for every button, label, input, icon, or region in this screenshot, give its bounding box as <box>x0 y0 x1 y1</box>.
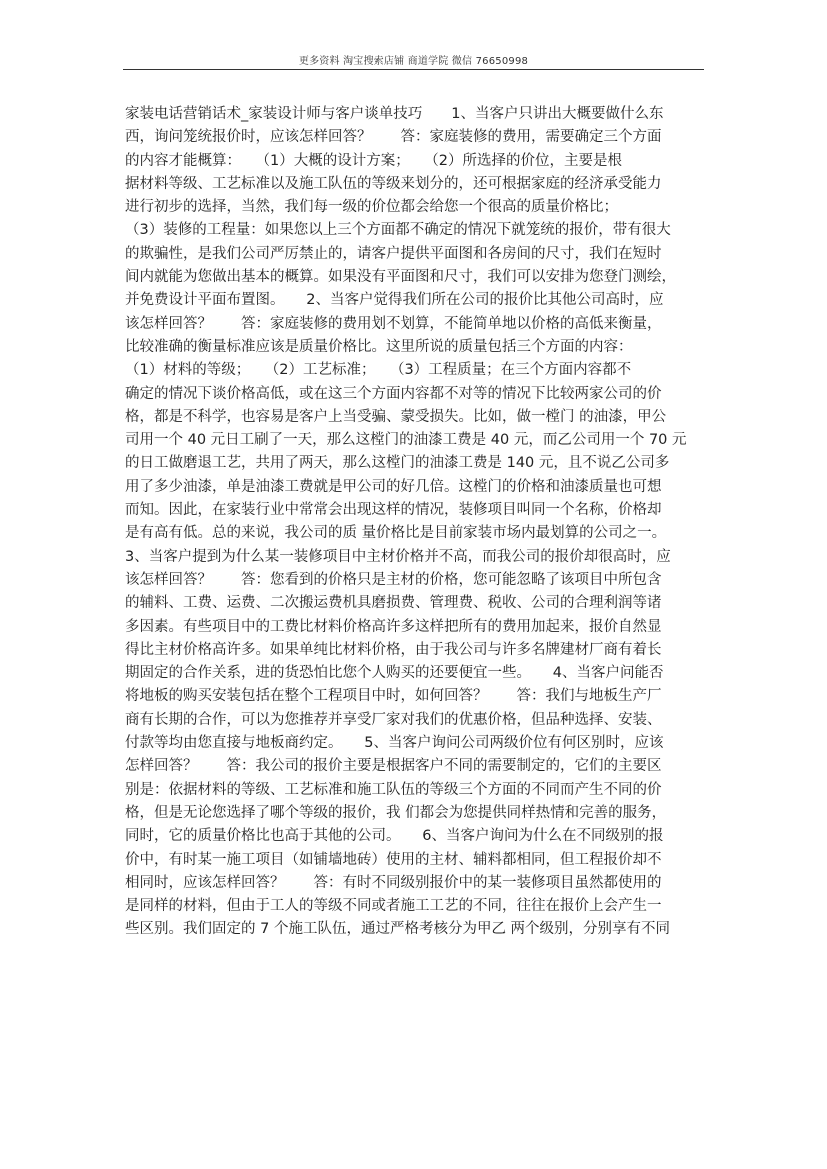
body-text-line: 将地板的购买安装包括在整个工程项目中时，如何回答？ 答：我们与地板生产厂 <box>125 688 662 705</box>
body-text-line: 用了多少油漆，单是油漆工费就是甲公司的好几倍。这樘门的价格和油漆质量也可想 <box>125 478 662 495</box>
body-text-line: 的内容才能概算： （1）大概的设计方案； （2）所选择的价位，主要是根 <box>125 152 622 169</box>
body-text-line: 确定的情况下谈价格高低，或在这三个方面内容都不对等的情况下比较两家公司的价 <box>125 385 662 402</box>
body-text-line: 的辅料、工费、运费、二次搬运费机具磨损费、管理费、税收、公司的合理利润等诸 <box>125 595 662 612</box>
body-text-line: 付款等均由您直接与地板商约定。 5、当客户询问公司两级价位有何区别时，应该 <box>125 735 664 752</box>
body-text-line: 司用一个 40 元日工刷了一天，那么这樘门的油漆工费是 40 元，而乙公司用一个 70 元 <box>125 432 687 449</box>
body-text-line: 该怎样回答？ 答：您看到的价格只是主材的价格，您可能忽略了该项目中所包含 <box>125 571 662 588</box>
body-text-line: （3）装修的工程量：如果您以上三个方面都不确定的情况下就笼统的报价，带有很大 <box>125 222 671 239</box>
document-body <box>125 103 703 942</box>
body-text-line: 商有长期的合作，可以为您推荐并享受厂家对我们的优惠价格，但品种选择、安装、 <box>125 711 662 728</box>
body-text-line: 多因素。有些项目中的工费比材料价格高许多这样把所有的费用加起来，报价自然显 <box>125 618 662 635</box>
body-text-line: 该怎样回答？ 答：家庭装修的费用划不划算，不能简单地以价格的高低来衡量， <box>125 315 662 332</box>
body-text-line: （1）材料的等级； （2）工艺标准； （3）工程质量；在三个方面内容都不 <box>125 362 632 379</box>
body-text-line: 期固定的合作关系，进的货恐怕比您个人购买的还要便宜一些。 4、当客户问能否 <box>125 665 664 682</box>
body-text-line: 比较准确的衡量标准应该是质量价格比。这里所说的质量包括三个方面的内容： <box>125 338 633 355</box>
body-text-line: 格，都是不科学，也容易是客户上当受骗、蒙受损失。比如，做一樘门 的油漆，甲公 <box>125 408 667 425</box>
body-text-line: 进行初步的选择，当然，我们每一级的价位都会给您一个很高的质量价格比； <box>125 199 618 216</box>
body-text-line: 间内就能为您做出基本的概算。如果没有平面图和尺寸，我们可以安排为您登门测绘， <box>125 269 676 286</box>
page-header: 更多资料 淘宝搜索店铺 商道学院 微信 76650998 <box>298 56 529 67</box>
header-divider <box>123 69 704 70</box>
body-text-line: 别是：依据材料的等级、工艺标准和施工队伍的等级三个方面的不同而产生不同的价 <box>125 781 662 798</box>
body-text-line: 的日工做磨退工艺，共用了两天，那么这樘门的油漆工费是 140 元，且不说乙公司多 <box>125 455 670 472</box>
body-text-line: 得比主材价格高许多。如果单纯比材料价格，由于我公司与许多名牌建材厂商有着长 <box>125 641 662 658</box>
body-text-line: 而知。因此，在家装行业中常常会出现这样的情况，装修项目叫同一个名称，价格却 <box>125 502 662 519</box>
body-text-line: 据材料等级、工艺标准以及施工队伍的等级来划分的，还可根据家庭的经济承受能力 <box>125 175 662 192</box>
body-text-line: 3、当客户提到为什么某一装修项目中主材价格并不高，而我公司的报价却很高时，应 <box>125 548 671 565</box>
body-text-line: 怎样回答？ 答：我公司的报价主要是根据客户不同的需要制定的，它们的主要区 <box>125 758 662 775</box>
body-text-line: 家装电话营销话术_家装设计师与客户谈单技巧 1、当客户只讲出大概要做什么东 <box>125 106 664 122</box>
body-text-line: 是同样的材料，但由于工人的等级不同或者施工工艺的不同，往往在报价上会产生一 <box>125 898 662 915</box>
body-text-line: 同时，它的质量价格比也高于其他的公司。 6、当客户询问为什么在不同级别的报 <box>125 828 664 845</box>
body-text-line: 价中，有时某一施工项目（如铺墙地砖）使用的主材、辅料都相同，但工程报价却不 <box>125 851 662 868</box>
body-text-line: 相同时，应该怎样回答？ 答：有时不同级别报价中的某一装修项目虽然都使用的 <box>125 874 662 891</box>
body-text-line: 的欺骗性，是我们公司严厉禁止的，请客户提供平面图和各房间的尺寸，我们在短时 <box>125 245 662 262</box>
body-text-line: 并免费设计平面布置图。 2、当客户觉得我们所在公司的报价比其他公司高时，应 <box>125 292 664 309</box>
body-text-line: 格，但是无论您选择了哪个等级的报价，我 们都会为您提供同样热情和完善的服务， <box>125 804 667 821</box>
body-text-line: 些区别。我们固定的 7 个施工队伍，通过严格考核分为甲乙 两个级别，分别享有不同 <box>125 921 671 938</box>
body-text-line: 西，询问笼统报价时，应该怎样回答？ 答：家庭装修的费用，需要确定三个方面 <box>125 129 662 146</box>
body-text-line: 是有高有低。总的来说，我公司的质 量价格比是目前家装市场内最划算的公司之一。 <box>125 525 667 542</box>
